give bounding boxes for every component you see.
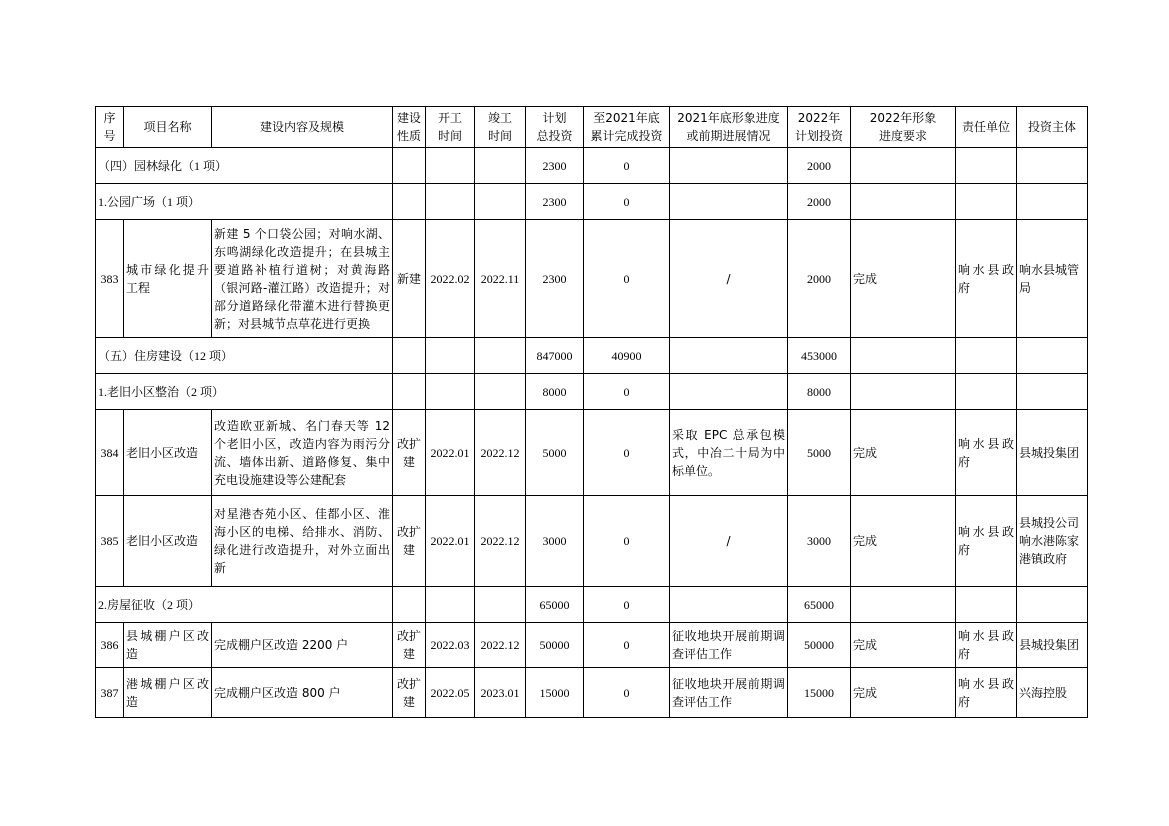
header-nature: 建设 性质 — [393, 107, 426, 148]
row-name: 城市绿化提升工程 — [124, 220, 212, 338]
row-name: 老旧小区改造 — [124, 496, 212, 587]
row-plan-total: 15000 — [526, 668, 584, 718]
row-req-2022: 完成 — [851, 410, 956, 496]
subsection-plan-2022: 8000 — [788, 374, 851, 410]
subsection-plan-2022: 2000 — [788, 184, 851, 220]
subsection-cum-2021: 0 — [584, 374, 670, 410]
header-req-2022: 2022年形象 进度要求 — [851, 107, 956, 148]
row-seq: 386 — [96, 623, 124, 668]
section-plan-total: 2300 — [526, 148, 584, 184]
subsection-cum-2021: 0 — [584, 587, 670, 623]
row-progress-2021: / — [670, 496, 788, 587]
table-row — [96, 623, 1088, 668]
header-content: 建设内容及规模 — [212, 107, 393, 148]
row-end: 2022.11 — [475, 220, 526, 338]
row-start: 2022.01 — [426, 410, 475, 496]
row-start: 2022.05 — [426, 668, 475, 718]
row-unit: 响水县政府 — [956, 410, 1017, 496]
subsection-plan-total: 2300 — [526, 184, 584, 220]
row-req-2022: 完成 — [851, 496, 956, 587]
subsection-row — [96, 374, 1088, 410]
row-unit: 响水县政府 — [956, 668, 1017, 718]
table-row — [96, 496, 1088, 587]
row-plan-2022: 15000 — [788, 668, 851, 718]
row-nature: 改扩建 — [393, 623, 426, 668]
subsection-cum-2021: 0 — [584, 184, 670, 220]
row-seq: 384 — [96, 410, 124, 496]
header-seq: 序 号 — [96, 107, 124, 148]
subsection-label: 1.老旧小区整治（2 项） — [96, 374, 393, 410]
section-label: （五）住房建设（12 项） — [96, 338, 393, 374]
row-req-2022: 完成 — [851, 668, 956, 718]
row-end: 2022.12 — [475, 496, 526, 587]
section-label: （四）园林绿化（1 项） — [96, 148, 393, 184]
row-start: 2022.03 — [426, 623, 475, 668]
section-row — [96, 148, 1088, 184]
row-plan-2022: 5000 — [788, 410, 851, 496]
row-name: 港城棚户区改造 — [124, 668, 212, 718]
row-content: 完成棚户区改造 2200 户 — [212, 623, 393, 668]
row-progress-2021: 征收地块开展前期调查评估工作 — [670, 623, 788, 668]
row-start: 2022.01 — [426, 496, 475, 587]
header-unit: 责任单位 — [956, 107, 1017, 148]
row-plan-2022: 50000 — [788, 623, 851, 668]
row-plan-2022: 3000 — [788, 496, 851, 587]
row-unit: 响水县政府 — [956, 496, 1017, 587]
row-nature: 新建 — [393, 220, 426, 338]
header-row — [96, 107, 1088, 148]
section-plan-2022: 453000 — [788, 338, 851, 374]
row-nature: 改扩建 — [393, 668, 426, 718]
row-cum-2021: 0 — [584, 220, 670, 338]
section-plan-2022: 2000 — [788, 148, 851, 184]
subsection-label: 1.公园广场（1 项） — [96, 184, 393, 220]
row-nature: 改扩建 — [393, 410, 426, 496]
section-row — [96, 338, 1088, 374]
row-end: 2022.12 — [475, 623, 526, 668]
row-investor: 县城投公司响水港陈家港镇政府 — [1017, 496, 1088, 587]
row-req-2022: 完成 — [851, 220, 956, 338]
row-investor: 县城投集团 — [1017, 623, 1088, 668]
subsection-plan-2022: 65000 — [788, 587, 851, 623]
row-req-2022: 完成 — [851, 623, 956, 668]
section-plan-total: 847000 — [526, 338, 584, 374]
row-seq: 383 — [96, 220, 124, 338]
header-name: 项目名称 — [124, 107, 212, 148]
table-row — [96, 410, 1088, 496]
row-cum-2021: 0 — [584, 623, 670, 668]
row-progress-2021: 征收地块开展前期调查评估工作 — [670, 668, 788, 718]
header-end: 竣工 时间 — [475, 107, 526, 148]
subsection-plan-total: 65000 — [526, 587, 584, 623]
table-row — [96, 220, 1088, 338]
row-investor: 兴海控股 — [1017, 668, 1088, 718]
row-end: 2023.01 — [475, 668, 526, 718]
row-plan-total: 3000 — [526, 496, 584, 587]
row-progress-2021: 采取 EPC 总承包模式，中冶二十局为中标单位。 — [670, 410, 788, 496]
subsection-label: 2.房屋征收（2 项） — [96, 587, 393, 623]
row-name: 老旧小区改造 — [124, 410, 212, 496]
row-cum-2021: 0 — [584, 496, 670, 587]
row-plan-2022: 2000 — [788, 220, 851, 338]
row-seq: 387 — [96, 668, 124, 718]
row-plan-total: 50000 — [526, 623, 584, 668]
row-nature: 改扩建 — [393, 496, 426, 587]
row-unit: 响水县政府 — [956, 220, 1017, 338]
project-table — [95, 106, 1088, 718]
header-plan-2022: 2022年 计划投资 — [788, 107, 851, 148]
row-unit: 响水县政府 — [956, 623, 1017, 668]
section-cum-2021: 40900 — [584, 338, 670, 374]
header-plan-total: 计划 总投资 — [526, 107, 584, 148]
row-cum-2021: 0 — [584, 668, 670, 718]
subsection-row — [96, 587, 1088, 623]
row-plan-total: 2300 — [526, 220, 584, 338]
row-investor: 响水县城管局 — [1017, 220, 1088, 338]
row-content: 新建 5 个口袋公园；对响水湖、东鸣湖绿化改造提升；在县城主要道路补植行道树；对黄海路（银河路-灌江路）改造提升；对部分道路绿化带灌木进行替换更新；对县城节点草花进行更换 — [212, 220, 393, 338]
subsection-row — [96, 184, 1088, 220]
row-content: 改造欧亚新城、名门春天等 12 个老旧小区，改造内容为雨污分流、墙体出新、道路修复、集中充电设施建设等公建配套 — [212, 410, 393, 496]
row-end: 2022.12 — [475, 410, 526, 496]
row-cum-2021: 0 — [584, 410, 670, 496]
row-content: 对星港杏苑小区、佳都小区、淮海小区的电梯、给排水、消防、绿化进行改造提升，对外立面出新 — [212, 496, 393, 587]
section-cum-2021: 0 — [584, 148, 670, 184]
row-plan-total: 5000 — [526, 410, 584, 496]
row-seq: 385 — [96, 496, 124, 587]
row-name: 县城棚户区改造 — [124, 623, 212, 668]
row-start: 2022.02 — [426, 220, 475, 338]
header-investor: 投资主体 — [1017, 107, 1088, 148]
header-start: 开工 时间 — [426, 107, 475, 148]
header-progress-2021: 2021年底形象进度 或前期进展情况 — [670, 107, 788, 148]
header-cum-2021: 至2021年底 累计完成投资 — [584, 107, 670, 148]
row-content: 完成棚户区改造 800 户 — [212, 668, 393, 718]
row-investor: 县城投集团 — [1017, 410, 1088, 496]
table-row — [96, 668, 1088, 718]
subsection-plan-total: 8000 — [526, 374, 584, 410]
row-progress-2021: / — [670, 220, 788, 338]
